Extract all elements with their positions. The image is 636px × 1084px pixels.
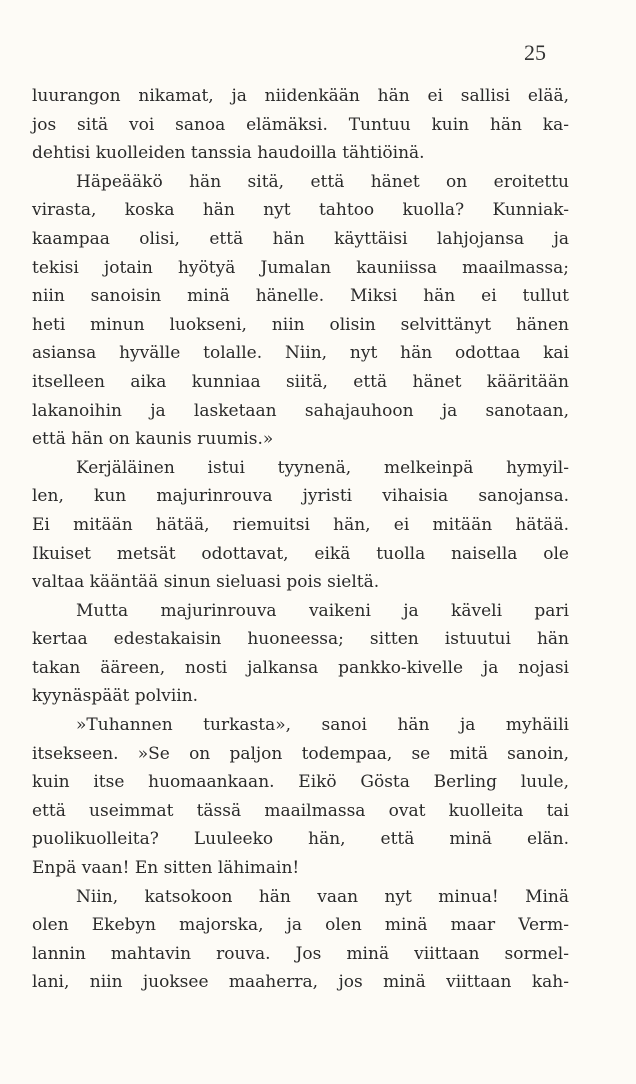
page-number: 25 xyxy=(524,40,546,65)
text-line: len, kun majurinrouva jyristi vihaisia sanojansa. xyxy=(32,486,569,507)
text-line: itsekseen. »Se on paljon todempaa, se mitä sanoin, xyxy=(32,743,569,764)
text-line: Mutta majurinrouva vaikeni ja käveli pari xyxy=(76,600,569,621)
text-line: takan ääreen, nosti jalkansa pankko-kivelle ja nojasi xyxy=(32,657,569,678)
body-text xyxy=(32,82,569,997)
text-line: valtaa kääntää sinun sieluasi pois sieltä. xyxy=(32,572,380,593)
text-line: olen Ekebyn majorska, ja olen minä maar Verm- xyxy=(32,915,569,936)
text-line: kertaa edestakaisin huoneessa; sitten istuutui hän xyxy=(32,629,569,650)
text-line: jos sitä voi sanoa elämäksi. Tuntuu kuin hän ka- xyxy=(32,114,569,135)
text-line: luurangon nikamat, ja niidenkään hän ei sallisi elää, xyxy=(32,86,569,106)
text-line: itselleen aika kunniaa siitä, että hänet kääritään xyxy=(32,371,569,392)
text-line: virasta, koska hän nyt tahtoo kuolla? Kunniak- xyxy=(32,200,569,221)
text-line: että hän on kaunis ruumis.» xyxy=(32,429,274,450)
text-line: Ikuiset metsät odottavat, eikä tuolla naisella ole xyxy=(32,543,569,564)
text-line: Ei mitään hätää, riemuitsi hän, ei mitään hätää. xyxy=(32,514,569,535)
text-line: Niin, katsokoon hän vaan nyt minua! Minä xyxy=(76,886,569,907)
text-line: lani, niin juoksee maaherra, jos minä viittaan kah- xyxy=(32,972,569,993)
text-line: »Tuhannen turkasta», sanoi hän ja myhäili xyxy=(76,715,569,736)
text-line: kyynäspäät polviin. xyxy=(32,686,199,707)
text-line: puolikuolleita? Luuleeko hän, että minä elän. xyxy=(32,829,569,850)
text-line: kuin itse huomaankaan. Eikö Gösta Berling luule, xyxy=(32,772,569,793)
text-line: heti minun luokseni, niin olisin selvittänyt hänen xyxy=(32,314,569,335)
text-line: Kerjäläinen istui tyynenä, melkeinpä hymyil- xyxy=(76,457,569,478)
text-line: dehtisi kuolleiden tanssia haudoilla tähtiöinä. xyxy=(32,143,425,164)
text-line: Enpä vaan! En sitten lähimain! xyxy=(32,858,300,879)
text-line: tekisi jotain hyötyä Jumalan kauniissa maailmassa; xyxy=(32,257,569,278)
text-line: lakanoihin ja lasketaan sahajauhoon ja sanotaan, xyxy=(32,400,569,421)
text-line: niin sanoisin minä hänelle. Miksi hän ei tullut xyxy=(32,286,569,307)
text-line: Häpeääkö hän sitä, että hänet on eroitettu xyxy=(76,171,569,192)
text-line: lannin mahtavin rouva. Jos minä viittaan sormel- xyxy=(32,943,569,964)
text-line: kaampaa olisi, että hän käyttäisi lahjojansa ja xyxy=(32,228,569,249)
text-line: asiansa hyvälle tolalle. Niin, nyt hän odottaa kai xyxy=(32,343,569,364)
text-line: että useimmat tässä maailmassa ovat kuolleita tai xyxy=(32,800,569,821)
